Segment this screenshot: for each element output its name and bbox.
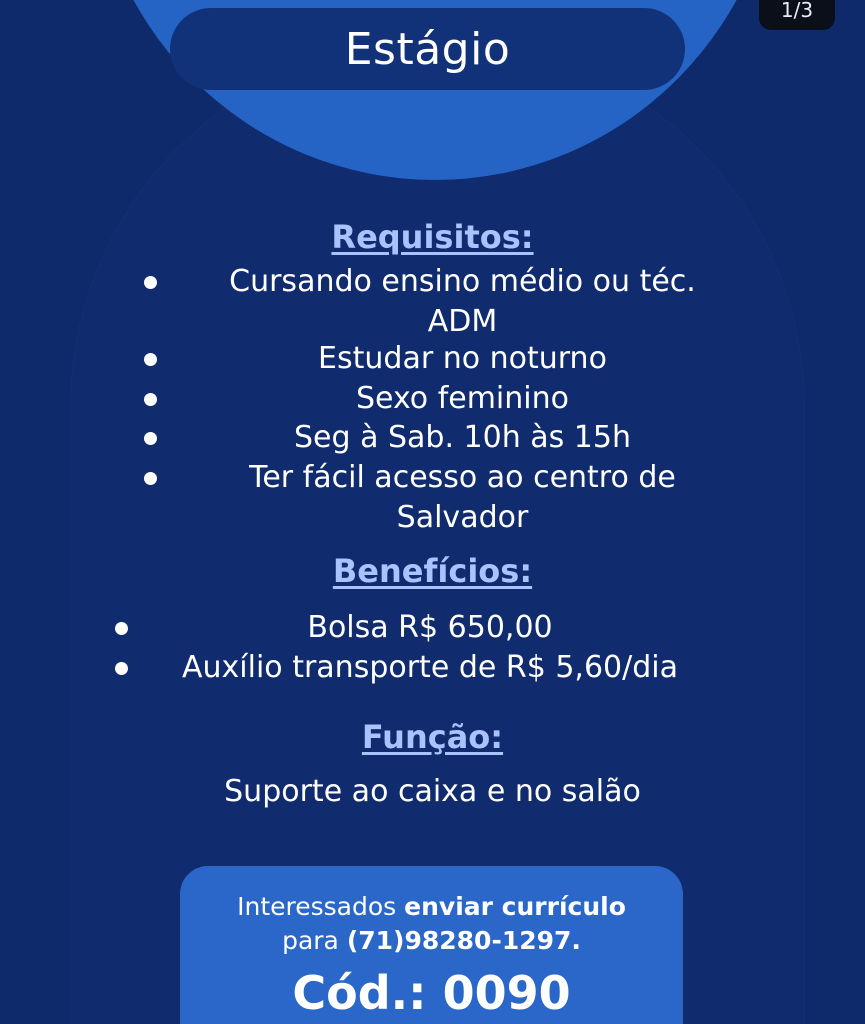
- requisito-item: Ter fácil acesso ao centro de: [249, 460, 676, 495]
- requisitos-heading: Requisitos:: [331, 218, 534, 256]
- requisito-item: Sexo feminino: [356, 381, 569, 416]
- funcao-heading: Função:: [361, 718, 504, 756]
- job-code: Cód.: 0090: [292, 966, 571, 1020]
- contact-line-2: [180, 926, 683, 955]
- page-counter-badge: 1/3: [759, 0, 835, 30]
- bullet-icon: [144, 393, 157, 406]
- requisito-item-continuation: Salvador: [396, 500, 529, 535]
- bullet-icon: [144, 276, 157, 289]
- contact-line-1-prefix: Interessados: [237, 892, 405, 921]
- title-pill: [170, 8, 685, 90]
- requisito-item-continuation: ADM: [427, 304, 498, 339]
- bullet-icon: [115, 662, 128, 675]
- beneficios-heading: Benefícios:: [332, 552, 533, 590]
- requisito-item: Estudar no noturno: [318, 341, 607, 376]
- funcao-text: Suporte ao caixa e no salão: [224, 774, 641, 809]
- contact-line-1-bold: enviar currículo: [404, 892, 626, 921]
- bullet-icon: [115, 622, 128, 635]
- contact-line-2-prefix: para: [282, 926, 347, 955]
- contact-box: [180, 866, 683, 1024]
- requisito-item: Cursando ensino médio ou téc.: [229, 264, 696, 299]
- bullet-icon: [144, 472, 157, 485]
- beneficio-item: Bolsa R$ 650,00: [307, 610, 553, 645]
- contact-phone: (71)98280-1297.: [346, 926, 581, 955]
- bullet-icon: [144, 432, 157, 445]
- beneficio-item: Auxílio transporte de R$ 5,60/dia: [182, 650, 678, 685]
- bullet-icon: [144, 353, 157, 366]
- page-title: Estágio: [344, 23, 511, 75]
- requisito-item: Seg à Sab. 10h às 15h: [293, 420, 631, 455]
- contact-line-1: [180, 892, 683, 921]
